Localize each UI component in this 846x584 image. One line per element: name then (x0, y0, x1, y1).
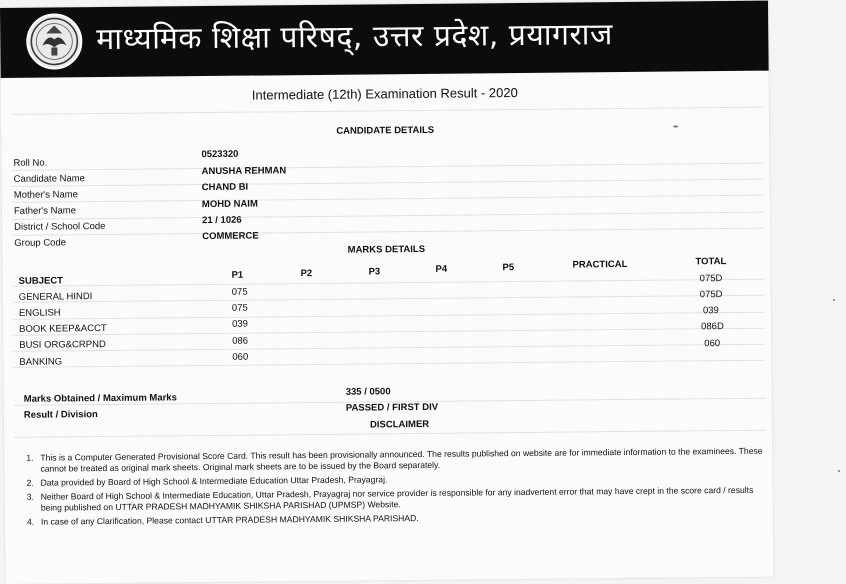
total-mark: 075D (699, 289, 723, 301)
candidate-details-heading: CANDIDATE DETAILS (336, 124, 435, 137)
subject-name: GENERAL HINDI (18, 291, 93, 303)
subject-name: BANKING (19, 356, 63, 368)
disclaimer-number: 1. (26, 452, 34, 463)
field-label: Roll No. (13, 157, 48, 169)
disclaimer-number: 2. (26, 477, 34, 488)
disclaimer-text: Data provided by Board of High School & Intermediate Education Uttar Pradesh, Prayagraj. (40, 474, 388, 488)
p2-header: P2 (300, 268, 313, 280)
total-mark: 075D (699, 273, 723, 285)
p1-mark: 075 (231, 286, 248, 298)
disclaimer-item (27, 485, 772, 514)
field-label: Father's Name (13, 205, 77, 217)
exam-title: Intermediate (12th) Examination Result - 2020 (251, 85, 518, 103)
p3-header: P3 (368, 266, 381, 278)
result-sheet (0, 1, 773, 584)
result-value: PASSED / FIRST DIV (345, 401, 439, 414)
disclaimer-heading: DISCLAIMER (369, 418, 430, 431)
p1-mark: 086 (232, 335, 249, 347)
total-header: TOTAL (695, 256, 727, 268)
practical-header: PRACTICAL (572, 258, 628, 271)
total-mark: 086D (701, 321, 724, 333)
roll-no-value: 0523320 (201, 148, 239, 161)
candidate-name-value: ANUSHA REHMAN (201, 165, 287, 178)
marks-obtained-label: Marks Obtained / Maximum Marks (23, 392, 177, 405)
p1-mark: 075 (231, 302, 248, 314)
disclaimer-number: 4. (26, 516, 35, 527)
board-emblem-icon (26, 13, 83, 70)
mother-name-value: CHAND BI (201, 181, 249, 194)
subject-name: ENGLISH (18, 307, 61, 319)
total-mark: 060 (704, 338, 721, 350)
field-label: Candidate Name (13, 173, 85, 185)
result-label: Result / Division (23, 409, 98, 421)
school-code-value: 21 / 1026 (201, 214, 242, 227)
p1-mark: 039 (231, 318, 248, 330)
scan-speck (833, 299, 835, 301)
p1-header: P1 (231, 269, 244, 281)
p1-mark: 060 (232, 351, 249, 363)
board-name: माध्यमिक शिक्षा परिषद्, उत्तर प्रदेश, प्रयागराज (96, 17, 613, 58)
field-label: District / School Code (14, 220, 106, 233)
disclaimer-text: Neither Board of High School & Intermediate Education, Uttar Pradesh, Prayagraj nor service provider is responsible for any inadvertent error that may have crept in the score card / results being published on UTTAR PRADESH MADHYAMIK SHIKSHA PARISHAD (UPMSP) Website. (40, 484, 754, 513)
subject-name: BUSI ORG&CRPND (19, 339, 106, 351)
board-banner (0, 1, 769, 78)
disclaimer-text: In case of any Clarification, Please contact UTTAR PRADESH MADHYAMIK SHIKSHA PARISHAD. (40, 513, 419, 527)
field-label: Mother's Name (13, 189, 78, 201)
marks-obtained-value: 335 / 0500 (345, 386, 391, 398)
disclaimer-text: This is a Computer Generated Provisional Score Card. This result has been provisionally announced. The results published on website are for immediate information to the examinees. These cannot be treated as original mark sheets. Original mark sheets are to be issued by the Board separately. (40, 445, 763, 474)
total-mark: 039 (702, 305, 719, 317)
scan-speck (838, 470, 840, 472)
scan-speck (673, 125, 678, 127)
group-code-value: COMMERCE (202, 230, 259, 243)
p5-header: P5 (502, 262, 515, 274)
field-label: Group Code (14, 237, 67, 249)
disclaimer-list (26, 446, 772, 531)
p4-header: P4 (435, 263, 448, 275)
father-name-value: MOHD NAIM (201, 198, 258, 211)
disclaimer-number: 3. (26, 491, 34, 502)
marks-details-heading: MARKS DETAILS (347, 243, 426, 256)
subject-header: SUBJECT (18, 275, 64, 287)
subject-name: BOOK KEEP&ACCT (19, 322, 107, 335)
disclaimer-item (26, 446, 771, 475)
